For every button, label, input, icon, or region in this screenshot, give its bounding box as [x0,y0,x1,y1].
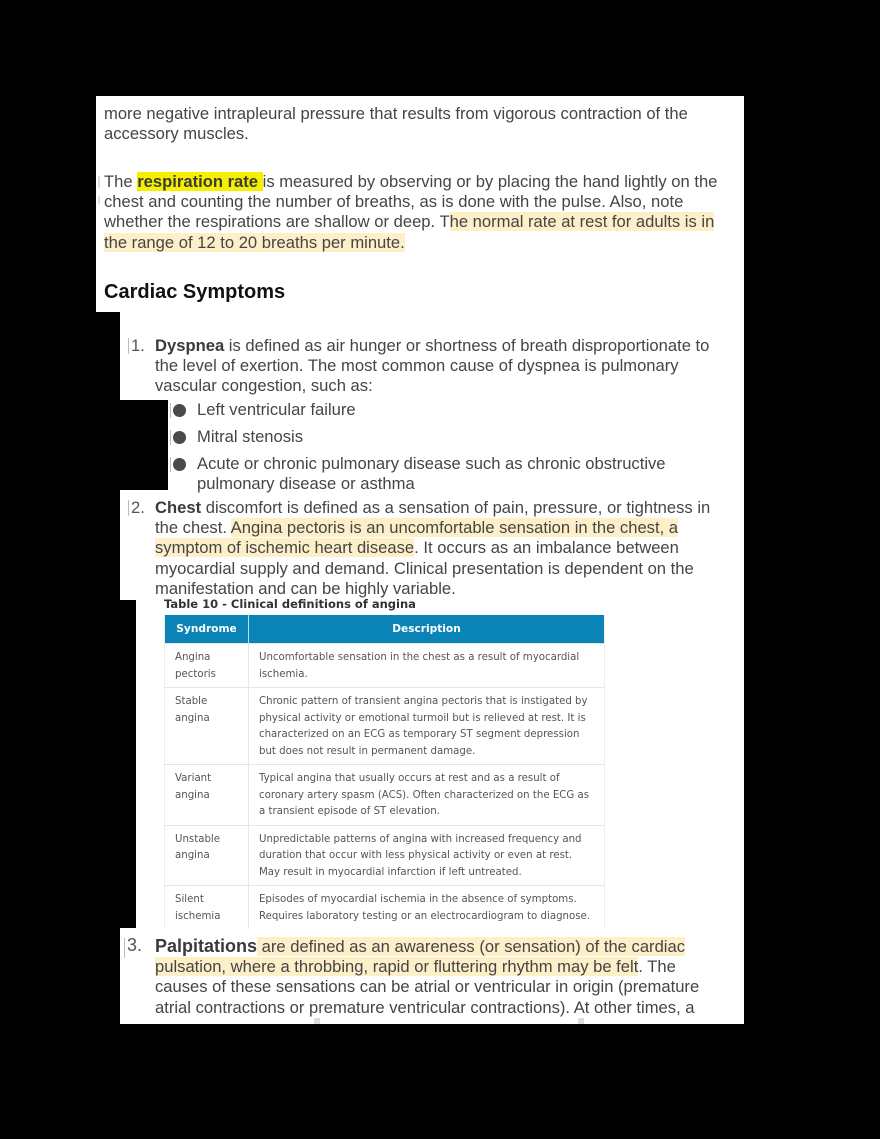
bullet-item: Left ventricular failure [197,400,356,419]
cell-syndrome: Stable angina [165,688,249,765]
list-number: 3. [127,935,143,955]
section-heading: Cardiac Symptoms [104,281,286,303]
table-row [165,765,605,826]
cell-syndrome: Angina pectoris [165,644,249,688]
angina-highlight: Angina pectoris is an uncomfortable sensation in the chest, a symptom of ischemic heart disease [155,518,679,558]
chest-text-post: . It occurs as an imbalance between myocardial supply and demand. Clinical presentation is dependent on the manifestation and can be highly variable. [155,538,694,598]
list-marker-tick [128,338,129,354]
bullet-icon [173,431,186,444]
resp-pre: The [104,172,138,191]
cell-syndrome: Unstable angina [165,825,249,886]
paragraph-intro-end: more negative intrapleural pressure that results from vigorous contraction of the accessory muscles. [104,104,688,144]
bullet-marker-tick [170,403,171,418]
table-row [165,644,605,688]
column-header-syndrome: Syndrome [165,615,249,644]
cell-syndrome: Variant angina [165,765,249,826]
cell-description: Unpredictable patterns of angina with increased frequency and duration that occur with less physical activity or even at rest. May result in myocardial infarction if left untreated. [249,825,605,886]
list-marker-tick [128,500,129,516]
bullet-item: Acute or chronic pulmonary disease such as chronic obstructive pulmonary disease or asthma [197,454,666,494]
column-header-description: Description [249,615,605,644]
list-item-chest [155,498,733,599]
list-item-palpitations [155,936,733,1018]
cell-description: Episodes of myocardial ischemia in the absence of symptoms. Requires laboratory testing or an electrocardiogram to diagnose. [249,886,605,930]
list-marker-tick [124,938,125,958]
list-number: 2. [131,498,145,517]
table-row [165,825,605,886]
margin-mark [578,1018,584,1024]
palpitations-term: Palpitations [155,936,258,956]
cell-syndrome: Silent ischemia [165,886,249,930]
bullet-marker-tick [170,430,171,445]
dyspnea-text: is defined as air hunger or shortness of breath disproportionate to the level of exertion. The most common cause of dyspnea is pulmonary vascular congestion, such as: [155,336,710,396]
resp-mid: is measured by observing or by placing the hand lightly on the chest and counting the number of breaths, as is done with the pulse. Also, note whether the respirations are shallow or deep. T [104,172,718,232]
margin-mark [98,196,100,204]
bullet-icon [173,458,186,471]
normal-rate-highlight: he normal rate at rest for adults is in the range of 12 to 20 breaths per minute. [104,212,715,252]
cell-description: Typical angina that usually occurs at rest and as a result of coronary artery spasm (ACS). Often characterized on the ECG as a transient episode of ST elevation. [249,765,605,826]
table-header-row [165,615,605,644]
palpitations-text-post: . The causes of these sensations can be atrial or ventricular in origin (premature atrial contractions or premature ventricular contractions). At other times, a [155,957,700,1017]
table-caption: Table 10 - Clinical definitions of angina [164,597,416,611]
bullet-marker-tick [170,457,171,472]
angina-definitions-table [164,615,605,929]
list-item-dyspnea [155,336,730,397]
table-row [165,886,605,930]
palpitations-highlight: are defined as an awareness (or sensation) of the cardiac pulsation, where a throbbing, rapid or fluttering rhythm may be felt [155,937,686,977]
cell-description: Uncomfortable sensation in the chest as a result of myocardial ischemia. [249,644,605,688]
paragraph-respiration-rate [104,172,734,253]
table-row [165,688,605,765]
cell-description: Chronic pattern of transient angina pectoris that is instigated by physical activity or emotional turmoil but is relieved at rest. It is characterized on an ECG as temporary ST segment depression but does not result in permanent damage. [249,688,605,765]
chest-text-pre: discomfort is defined as a sensation of pain, pressure, or tightness in the chest. [155,498,711,538]
bullet-item: Mitral stenosis [197,427,304,446]
bullet-icon [173,404,186,417]
dyspnea-term: Dyspnea [155,336,225,355]
margin-mark [98,176,100,188]
margin-mark [314,1018,320,1024]
list-number: 1. [131,336,145,355]
respiration-rate-term: respiration rate [137,172,263,191]
chest-term: Chest [155,498,202,517]
